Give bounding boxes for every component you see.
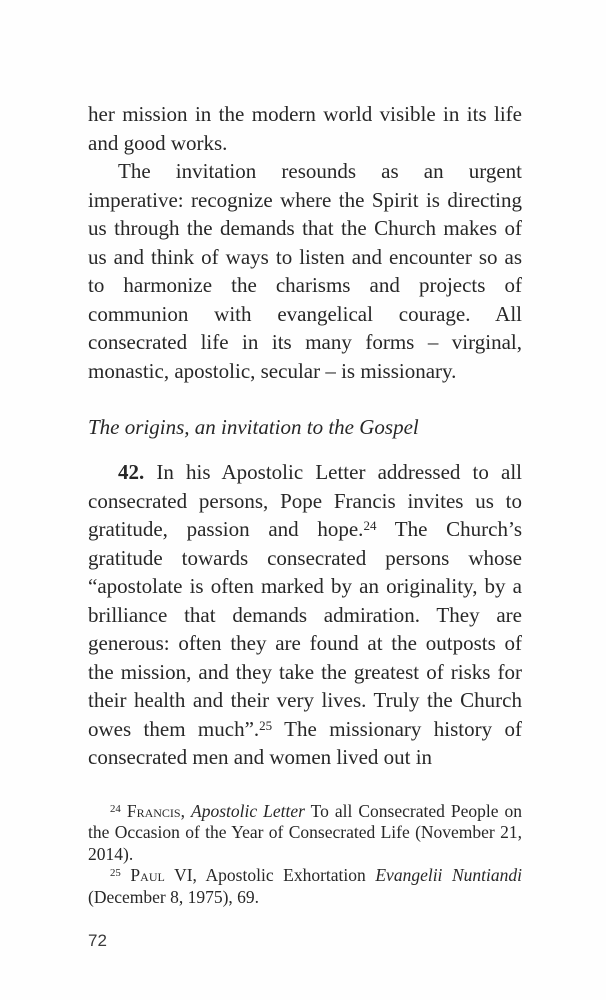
body-text <box>88 100 522 951</box>
section-heading: The origins, an invitation to the Gospel <box>88 415 419 439</box>
footnote-24: $^{24}$ Francis, Apostolic Letter To all Consecrated People on the Occasion of the Year of Consecrated Life (November 21, 2014). <box>88 800 523 864</box>
paragraph-continuation: her mission in the modern world visible in its life and good works. <box>88 102 522 155</box>
footnotes <box>88 801 522 909</box>
page-number: 72 <box>88 931 107 950</box>
paragraph-invitation: The invitation resounds as an urgent imperative: recognize where the Spirit is directing us through the demands that the Church makes of us and think of ways to listen and encounter so as to harmonize the charisms and projects of communion with evangelical courage. All consecrated life in its many forms – virginal, monastic, apostolic, secular – is missionary. <box>88 159 522 383</box>
footnote-25: $^{25}$ Paul VI, Apostolic Exhortation Evangelii Nuntiandi (December 8, 1975), 69. <box>88 865 523 907</box>
paragraph-42: 42. In his Apostolic Letter addressed to all consecrated persons, Pope Francis invites us to gratitude, passion and hope.$^{24}$ The Church’s gratitude towards consecrated persons whose “apostolate is often marked by an originality, by a brilliance that demands admiration. They are generous: often they are found at the outposts of the mission, and they take the greatest of risks for their health and their very lives. Truly the Church owes them much”.$^{25}$ The missionary history of consecrated men and women lived out in <box>88 460 522 769</box>
